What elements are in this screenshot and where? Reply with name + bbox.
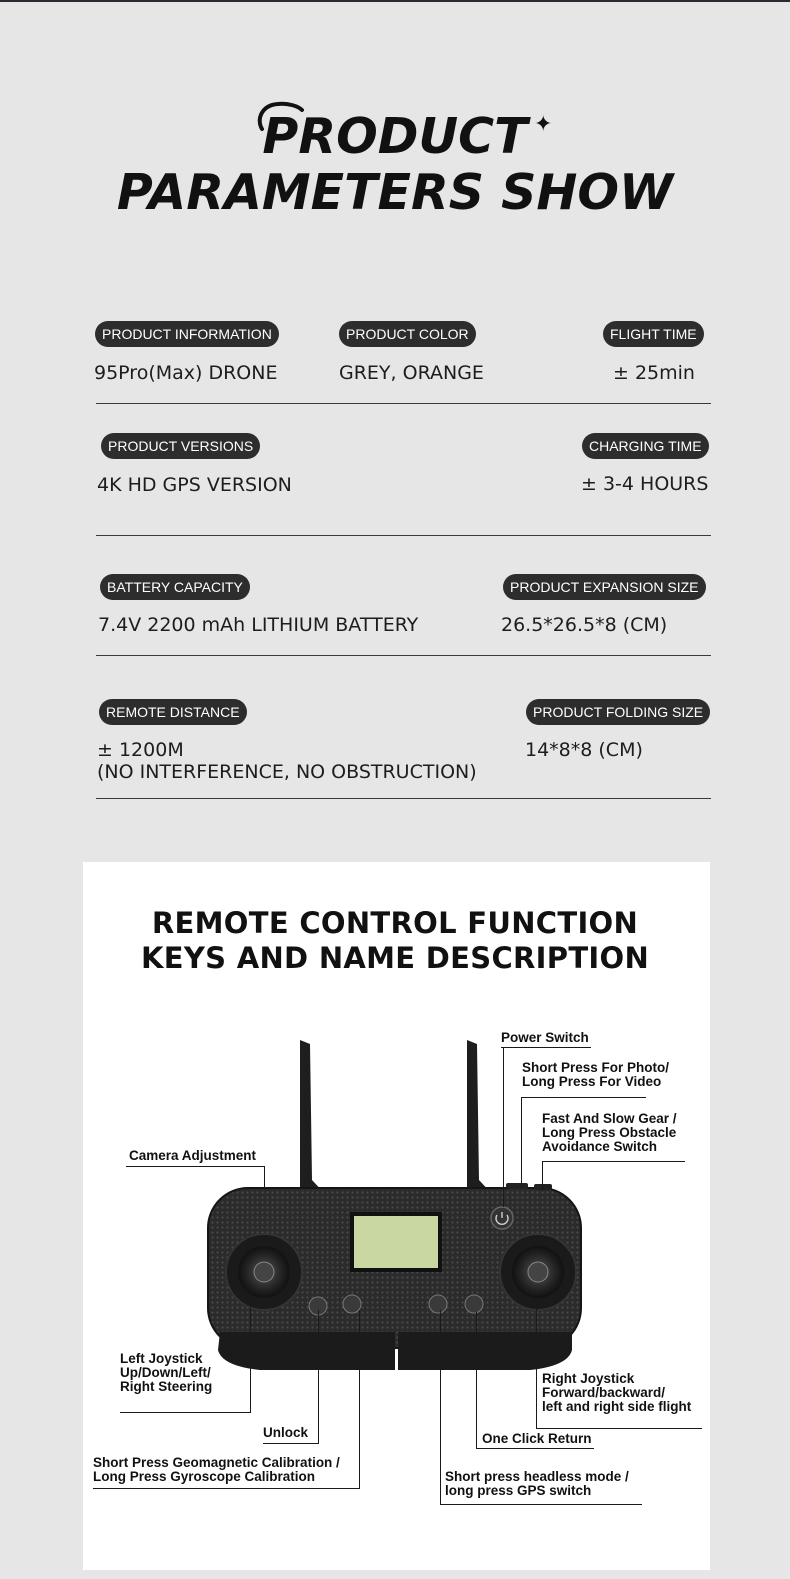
- camera-adjustment-label: Camera Adjustment: [129, 1148, 257, 1163]
- remote-title-line1: REMOTE CONTROL FUNCTION: [151, 906, 639, 940]
- expansion-size-value: 26.5*26.5*8 (CM): [501, 614, 668, 636]
- power-switch-label: Power Switch: [501, 1030, 589, 1045]
- left-antenna: [300, 1040, 326, 1195]
- product-color-value: GREY, ORANGE: [339, 362, 484, 384]
- right-joystick-label: Right Joystick Forward/backward/ left and right side flight: [542, 1371, 692, 1414]
- flight-time-value: ± 25min: [613, 362, 695, 384]
- right-antenna: [467, 1040, 493, 1195]
- lcd-screen: [354, 1216, 438, 1268]
- folding-size-badge: PRODUCT FOLDING SIZE: [526, 699, 710, 725]
- remote-controller-image: [200, 1040, 590, 1385]
- unlock-label: Unlock: [263, 1425, 309, 1440]
- headless-label: Short press headless mode / long press GPS switch: [445, 1469, 629, 1498]
- calibration-label: Short Press Geomagnetic Calibration / Long Press Gyroscope Calibration: [93, 1455, 340, 1484]
- return-button: [465, 1295, 483, 1313]
- page-title-line2: PARAMETERS SHOW: [116, 164, 674, 221]
- sparkle-icon: ✦: [534, 112, 553, 137]
- product-versions-badge: PRODUCT VERSIONS: [101, 433, 260, 459]
- divider: [96, 403, 711, 404]
- remote-distance-badge: REMOTE DISTANCE: [99, 699, 247, 725]
- product-information-badge: PRODUCT INFORMATION: [95, 321, 279, 347]
- expansion-size-badge: PRODUCT EXPANSION SIZE: [503, 574, 706, 600]
- top-border: [0, 0, 790, 2]
- remote-distance-value: ± 1200M (NO INTERFERENCE, NO OBSTRUCTION): [97, 739, 477, 783]
- divider: [96, 655, 711, 656]
- charging-time-value: ± 3-4 HOURS: [581, 473, 709, 495]
- headless-button: [429, 1295, 447, 1313]
- left-joystick-label: Left Joystick Up/Down/Left/ Right Steering: [120, 1351, 213, 1394]
- folding-size-value: 14*8*8 (CM): [525, 739, 643, 761]
- page-title-line1: PRODUCT: [262, 108, 528, 165]
- battery-capacity-value: 7.4V 2200 mAh LITHIUM BATTERY: [98, 614, 419, 636]
- remote-title-line2: KEYS AND NAME DESCRIPTION: [140, 941, 650, 975]
- photo-video-label: Short Press For Photo/ Long Press For Video: [522, 1060, 670, 1089]
- divider: [96, 535, 711, 536]
- product-information-value: 95Pro(Max) DRONE: [94, 362, 278, 384]
- product-color-badge: PRODUCT COLOR: [339, 321, 476, 347]
- battery-capacity-badge: BATTERY CAPACITY: [100, 574, 250, 600]
- gear-label: Fast And Slow Gear / Long Press Obstacle Avoidance Switch: [542, 1111, 677, 1154]
- flight-time-badge: FLIGHT TIME: [603, 321, 704, 347]
- product-versions-value: 4K HD GPS VERSION: [97, 474, 292, 496]
- divider: [96, 798, 711, 799]
- charging-time-badge: CHARGING TIME: [582, 433, 709, 459]
- one-click-return-label: One Click Return: [482, 1431, 592, 1446]
